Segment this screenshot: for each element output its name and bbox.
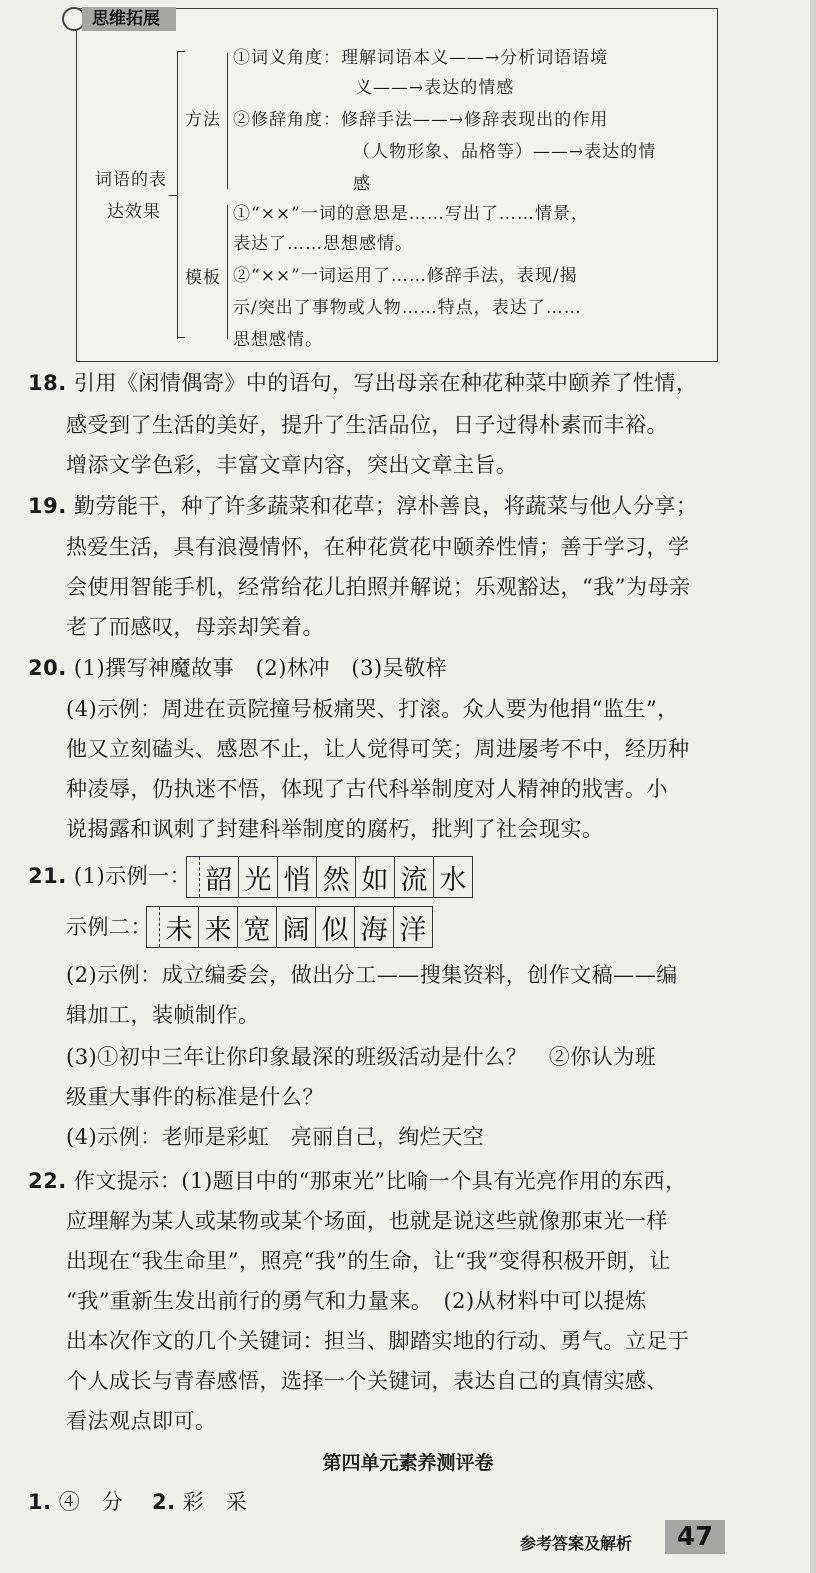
method-item-2c: 感 (353, 174, 371, 194)
method-item-2b: （人物形象、品格等）——→表达的情 (353, 142, 657, 162)
q22-number: 22. (28, 1169, 67, 1193)
think-tag (62, 6, 176, 32)
q22-line1 (28, 1166, 687, 1196)
q21-line6: (4)示例：老师是彩虹 亮丽自己，绚烂天空 (66, 1125, 485, 1149)
section-answers-line (28, 1487, 247, 1517)
q20-line5: 说揭露和讽刺了封建科举制度的腐朽，批判了社会现实。 (66, 817, 604, 841)
method-item-1b: 义——→表达的情感 (355, 78, 515, 98)
template-item-1: ①“××”一词的意思是……写出了……情景， (233, 204, 589, 224)
grid-cell: 海 (355, 907, 394, 947)
q20-line4: 种凌辱，仍执迷不悟，体现了古代科举制度对人精神的戕害。小 (66, 777, 668, 801)
think-expand-box (76, 8, 718, 362)
q22-line6: 个人成长与青春感悟，选择一个关键词，表达自己的真情实感、 (66, 1369, 668, 1393)
grid-cell: 阔 (277, 907, 316, 947)
method-item-1: ①词义角度：理解词语本义——→分析词语语境 (233, 48, 609, 68)
brace-tick-mid (169, 195, 177, 196)
q19-line1 (28, 491, 697, 521)
q22-text-1: 作文提示：(1)题目中的“那束光”比喻一个具有光亮作用的东西， (73, 1169, 687, 1193)
q21-ex2-label: 示例二： (66, 915, 152, 939)
method-brace (227, 53, 228, 189)
template-label: 模板 (185, 268, 221, 288)
q22-line4: “我”重新生发出前行的勇气和力量来。 (2)从材料中可以提炼 (66, 1289, 647, 1313)
grid-cell: 来 (199, 907, 238, 947)
page-edge-shadow (810, 0, 816, 1573)
answer-1-text: ④ 分 (58, 1490, 145, 1514)
grid-cell: 洋 (399, 914, 427, 946)
grid-cell: 光 (239, 857, 278, 897)
answer-2-text: 彩 采 (182, 1490, 248, 1514)
answer-1-number: 1. (28, 1490, 52, 1514)
q21-line3: 辑加工，装帧制作。 (66, 1003, 260, 1027)
q22-line3: 出现在“我生命里”，照亮“我”的生命，让“我”变得积极开朗，让 (66, 1249, 671, 1273)
brace-tick-top (177, 51, 185, 52)
think-tag-label: 思维拓展 (82, 7, 176, 31)
grid-cell: 然 (317, 857, 356, 897)
q20-text-1: (1)撰写神魔故事 (2)林冲 (3)吴敬梓 (73, 656, 448, 680)
root-label-line1: 词语的表 (95, 170, 167, 190)
grid-cell: 悄 (278, 857, 317, 897)
template-brace (227, 205, 228, 339)
q22-line2: 应理解为某人或某物或某个场面，也就是说这些就像那束光一样 (66, 1209, 668, 1233)
section-title: 第四单元素养测评卷 (322, 1452, 494, 1474)
q21-ex1-grid (186, 856, 473, 898)
template-item-2: ②“××”一词运用了……修辞手法，表现/揭 (233, 266, 578, 286)
q18-line3: 增添文学色彩，丰富文章内容，突出文章主旨。 (66, 453, 518, 477)
q21-line1 (28, 861, 191, 891)
q19-line4: 老了而感叹，母亲却笑着。 (66, 615, 324, 639)
q18-line1 (28, 368, 697, 398)
q20-line1 (28, 653, 447, 683)
q21-line5: 级重大事件的标准是什么？ (66, 1085, 324, 1109)
template-item-2b: 示/突出了事物或人物……特点，表达了…… (233, 298, 582, 318)
q22-line5: 出本次作文的几个关键词：担当、脚踏实地的行动、勇气。立足于 (66, 1329, 690, 1353)
q20-number: 20. (28, 656, 67, 680)
root-label-line2: 达效果 (107, 202, 161, 222)
grid-lead (187, 857, 200, 897)
grid-cell: 如 (356, 857, 395, 897)
q19-text-1: 勤劳能干，种了许多蔬菜和花草；淳朴善良，将蔬菜与他人分享； (73, 494, 698, 518)
answer-2-number: 2. (151, 1490, 176, 1514)
q20-line3: 他又立刻磕头、感恩不止，让人觉得可笑；周进屡考不中，经历种 (66, 737, 690, 761)
q21-ex1-label: (1)示例一： (73, 864, 192, 888)
main-brace (177, 51, 178, 339)
q21-line2: (2)示例：成立编委会，做出分工——搜集资料，创作文稿——编 (66, 963, 678, 987)
page-number: 47 (665, 1520, 725, 1554)
grid-cell: 未 (160, 907, 199, 947)
q18-text-1: 引用《闲情偶寄》中的语句，写出母亲在种花种菜中颐养了性情， (73, 371, 698, 395)
footer-label: 参考答案及解析 (520, 1534, 633, 1553)
q18-line2: 感受到了生活的美好，提升了生活品位，日子过得朴素而丰裕。 (66, 413, 668, 437)
method-item-2: ②修辞角度：修辞手法——→修辞表现出的作用 (233, 110, 609, 130)
template-item-2c: 思想感情。 (233, 330, 323, 350)
q21-line4: (3)①初中三年让你印象最深的班级活动是什么？ ②你认为班 (66, 1045, 657, 1069)
q19-number: 19. (28, 494, 67, 518)
grid-cell: 流 (395, 857, 434, 897)
q20-line2: (4)示例：周进在贡院撞号板痛哭、打滚。众人要为他捐“监生”， (66, 697, 679, 721)
grid-cell: 宽 (238, 907, 277, 947)
template-item-1b: 表达了……思想感情。 (233, 234, 413, 254)
grid-lead (147, 907, 160, 947)
method-label: 方法 (185, 110, 221, 130)
q21-ex2-grid (146, 906, 433, 948)
grid-cell: 似 (316, 907, 355, 947)
q21-number: 21. (28, 864, 67, 888)
q18-number: 18. (28, 371, 67, 395)
brace-tick-bottom (177, 337, 185, 338)
q19-line2: 热爱生活，具有浪漫情怀，在种花赏花中颐养性情；善于学习，学 (66, 535, 690, 559)
grid-cell: 韶 (200, 857, 239, 897)
q22-line7: 看法观点即可。 (66, 1409, 217, 1433)
grid-cell: 水 (439, 864, 467, 896)
q19-line3: 会使用智能手机，经常给花儿拍照并解说；乐观豁达，“我”为母亲 (66, 575, 691, 599)
